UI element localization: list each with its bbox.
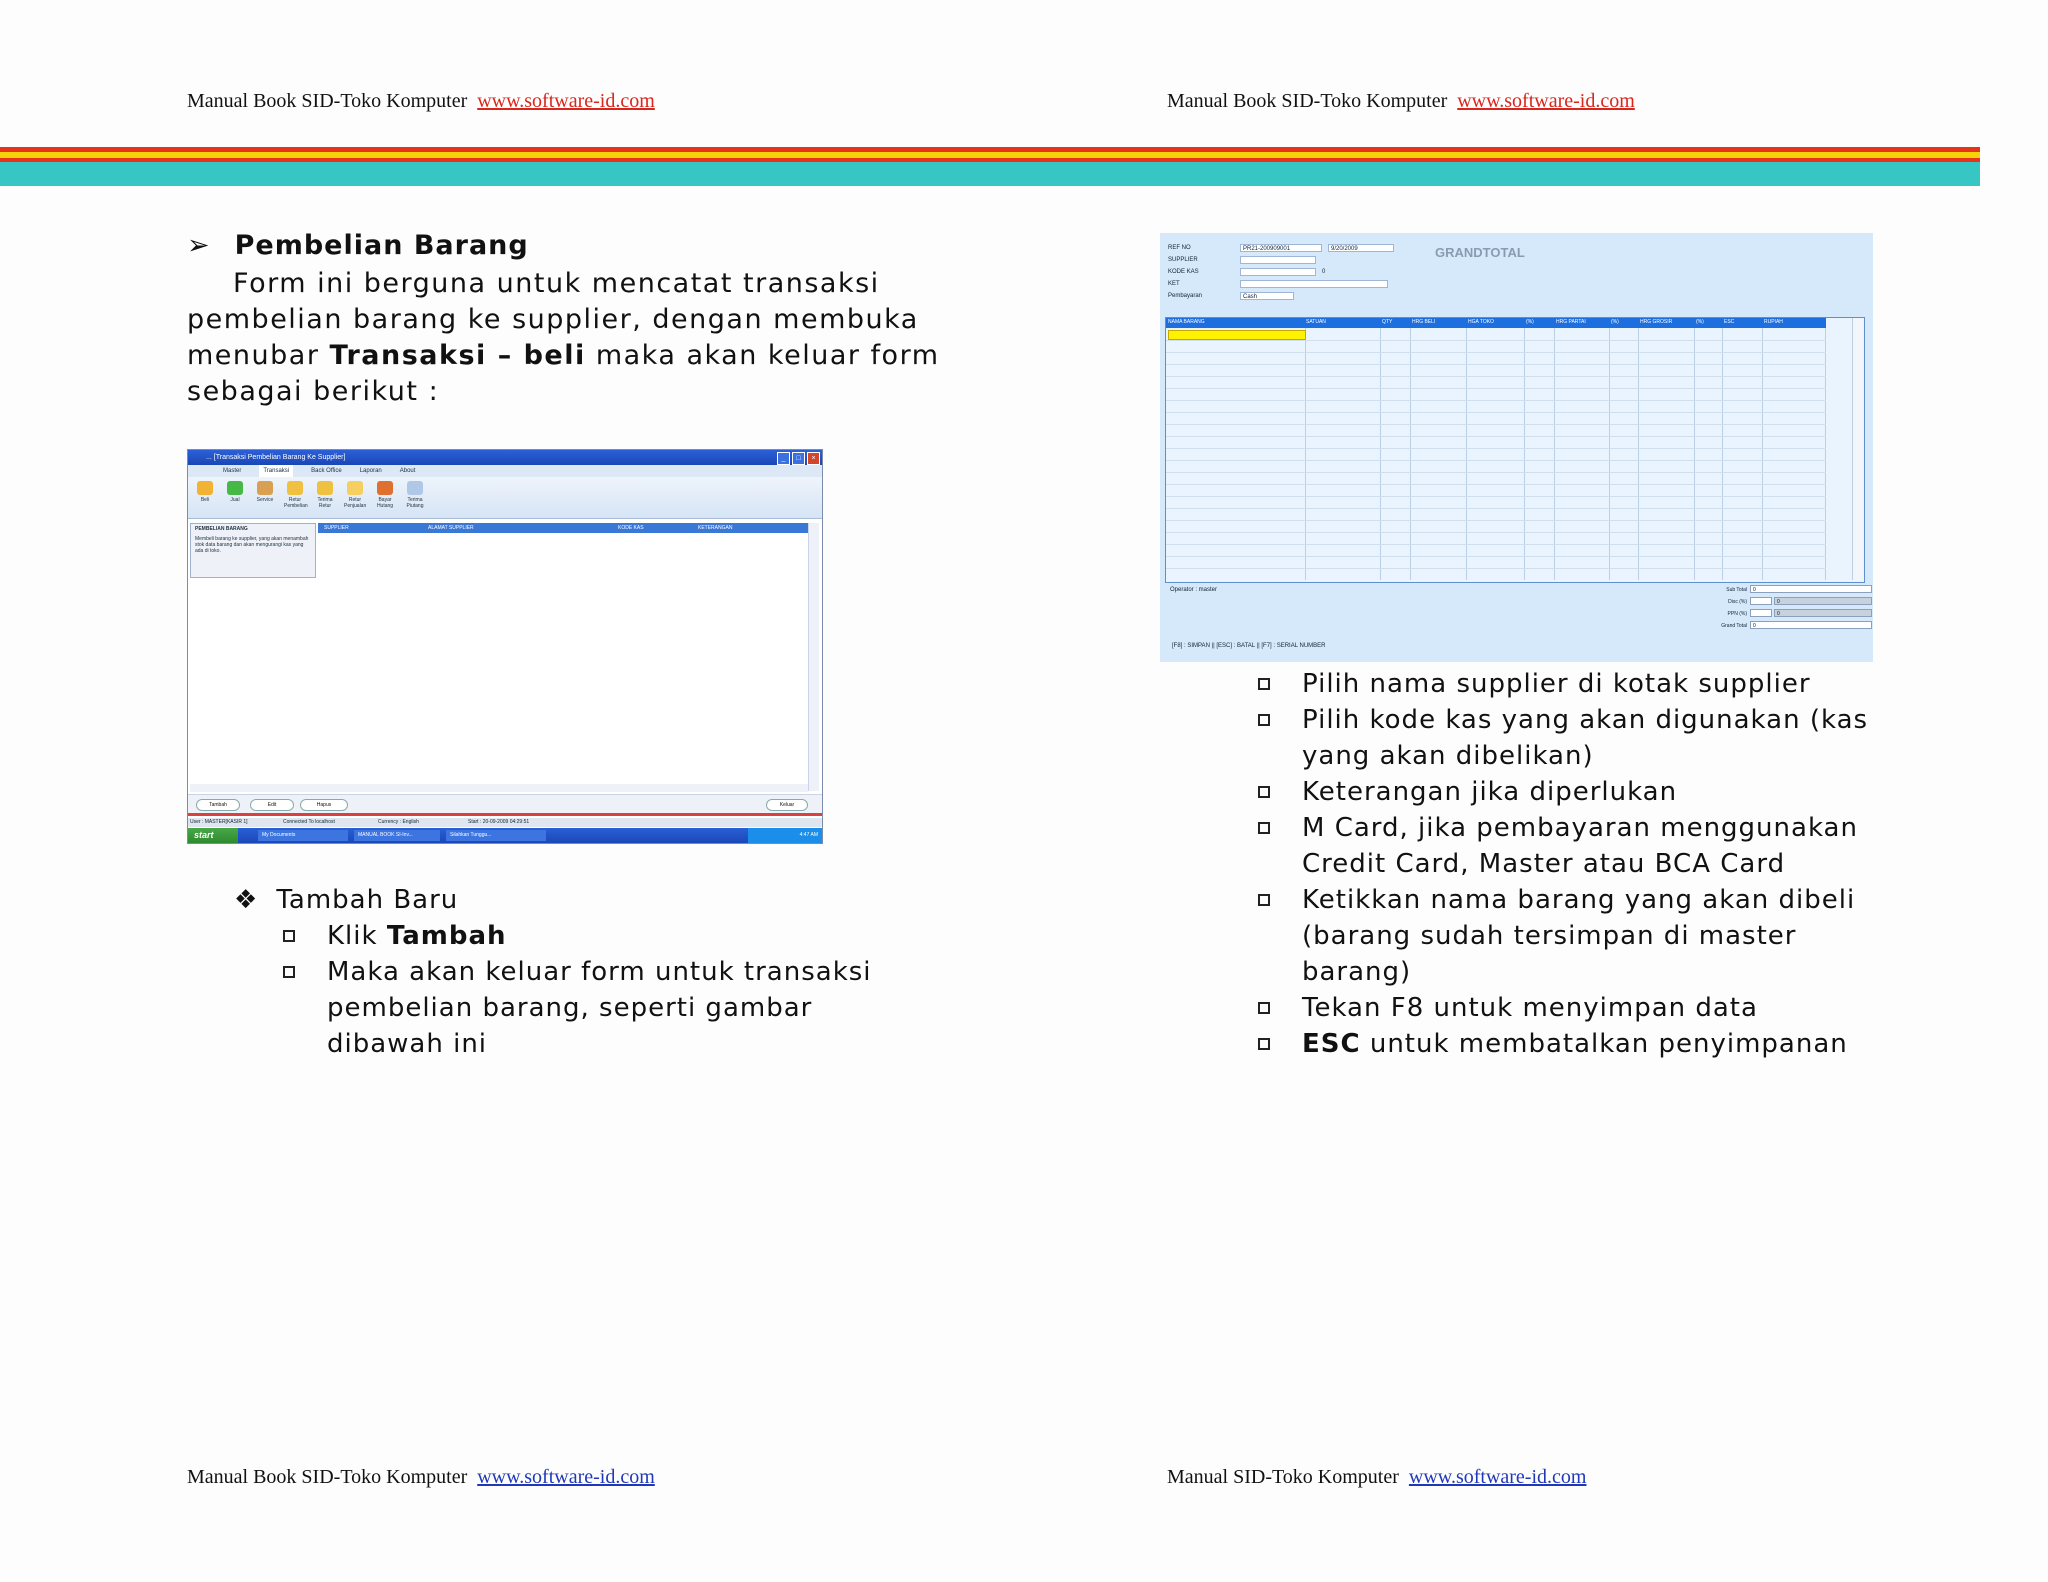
ribbon-beli[interactable]: Beli xyxy=(194,481,216,514)
task-manual-book[interactable]: MANUAL BOOK SI-Inv... xyxy=(354,830,440,841)
header-right: Manual Book SID-Toko Komputer www.software-id.com xyxy=(1167,90,1635,112)
tambah-baru-heading: ❖ Tambah Baru xyxy=(234,885,459,915)
tab-back-office[interactable]: Back Office xyxy=(311,468,342,474)
grid-header: SUPPLIER ALAMAT SUPPLIER KODE KAS KETERANGAN xyxy=(318,523,808,533)
right-bullet-7: ESC untuk membatalkan penyimpanan xyxy=(1258,1026,1848,1062)
header-left-link[interactable]: www.software-id.com xyxy=(477,90,655,112)
footer-right-link[interactable]: www.software-id.com xyxy=(1408,1466,1587,1488)
tab-master[interactable]: Master xyxy=(223,468,242,474)
active-cell[interactable] xyxy=(1168,330,1306,340)
footer-right: Manual SID-Toko Komputer www.software-id.com xyxy=(1167,1466,1587,1488)
item-grid xyxy=(1165,317,1865,583)
ribbon-retur-pembelian[interactable]: Retur Pembelian xyxy=(284,481,306,514)
side-panel: PEMBELIAN BARANG Membeli barang ke supplier, yang akan menambah stok data barang dan akan mengurangi kas yang ada di toko. xyxy=(190,523,316,578)
keluar-button[interactable]: Keluar xyxy=(766,799,808,811)
checkbox-bullet-icon xyxy=(1258,822,1270,834)
right-bullet-3: Keterangan jika diperlukan xyxy=(1258,774,1677,810)
task-silahkan-tunggu[interactable]: Silahkan Tunggu... xyxy=(446,830,546,841)
ribbon-terima-retur[interactable]: Terima Retur xyxy=(314,481,336,514)
tambah-item-2: Maka akan keluar form untuk transaksi pembelian barang, seperti gambar dibawah ini xyxy=(283,954,872,1062)
menu-tabs xyxy=(188,465,822,477)
grandtotal-label: GRANDTOTAL xyxy=(1435,245,1525,260)
tambah-item-1: Klik Tambah xyxy=(283,918,507,954)
ribbon-service[interactable]: Service xyxy=(254,481,276,514)
tab-about[interactable]: About xyxy=(399,468,416,474)
checkbox-bullet-icon xyxy=(1258,678,1270,690)
hotkeys-hint: [F8] : SIMPAN || [ESC] : BATAL || [F7] : SERIAL NUMBER xyxy=(1172,643,1326,649)
checkbox-bullet-icon xyxy=(1258,894,1270,906)
minimize-icon[interactable]: _ xyxy=(777,452,790,465)
checkbox-bullet-icon xyxy=(283,966,295,978)
kode-kas-field[interactable] xyxy=(1240,268,1316,276)
operator-label: Operator : master xyxy=(1170,587,1218,593)
header-left: Manual Book SID-Toko Komputer www.software-id.com xyxy=(187,90,655,112)
supplier-field[interactable] xyxy=(1240,256,1316,264)
ket-field[interactable] xyxy=(1240,280,1388,288)
ribbon-retur-penjualan[interactable]: Retur Penjualan xyxy=(344,481,366,514)
screenshot-pembelian-form: REF NO SUPPLIER KODE KAS KET Pembayaran PR21-200909001 9/20/2009 0 Cash GRANDTOTAL NAMA BARANG SATUAN QTY HRG BELI HGA TOKO (%) HRG PARTAI (%) HRG GROSIR (%) ESC RUPIAH Operator : master Sub Total 0 Disc (%) 0 PPN (%) 0 Grand Total 0 [F8] : SIMPAN || [ESC] : BATAL || [F7] : SERIAL NUMBER xyxy=(1160,233,1873,662)
disc-value-field: 0 xyxy=(1774,597,1872,605)
red-divider xyxy=(188,813,822,816)
task-my-documents[interactable]: My Documents xyxy=(258,830,348,841)
section-paragraph: Form ini berguna untuk mencatat transaksi pembelian barang ke supplier, dengan membuka menubar Transaksi – beli maka akan keluar form sebagai berikut : xyxy=(187,268,940,407)
edit-button[interactable]: Edit xyxy=(250,799,294,811)
ribbon-terima-piutang[interactable]: Terima Piutang xyxy=(404,481,426,514)
footer-left: Manual Book SID-Toko Komputer www.software-id.com xyxy=(187,1466,655,1488)
pembayaran-select[interactable]: Cash xyxy=(1240,292,1294,300)
status-bar: User : MASTER[KASIR 1] Connected To localhost Currency : English Start : 20-09-2009 04:29:51 xyxy=(188,818,822,827)
horizontal-scrollbar[interactable] xyxy=(190,784,808,792)
grand-total-field: 0 xyxy=(1750,621,1872,629)
tambah-button[interactable]: Tambah xyxy=(196,799,240,811)
checkbox-bullet-icon xyxy=(1258,714,1270,726)
ribbon xyxy=(188,477,822,519)
right-bullet-4: M Card, jika pembayaran menggunakan Credit Card, Master atau BCA Card xyxy=(1258,810,1858,882)
button-bar xyxy=(188,794,822,813)
window-title-bar: ... [Transaksi Pembelian Barang Ke Supplier] _ □ × xyxy=(188,450,822,465)
ppn-value-field: 0 xyxy=(1774,609,1872,617)
start-button[interactable]: start xyxy=(188,828,238,843)
ribbon-bayar-hutang[interactable]: Bayar Hutang xyxy=(374,481,396,514)
checkbox-bullet-icon xyxy=(283,930,295,942)
date-picker[interactable]: 9/20/2009 xyxy=(1328,244,1394,252)
tab-laporan[interactable]: Laporan xyxy=(359,468,382,474)
ref-no-field[interactable]: PR21-200909001 xyxy=(1240,244,1322,252)
close-icon[interactable]: × xyxy=(807,452,820,465)
tab-transaksi[interactable]: Transaksi xyxy=(259,465,293,477)
checkbox-bullet-icon xyxy=(1258,1002,1270,1014)
checkbox-bullet-icon xyxy=(1258,1038,1270,1050)
right-bullet-1: Pilih nama supplier di kotak supplier xyxy=(1258,666,1811,702)
grid-scrollbar[interactable] xyxy=(1852,318,1863,580)
item-grid-header: NAMA BARANG SATUAN QTY HRG BELI HGA TOKO (%) HRG PARTAI (%) HRG GROSIR (%) ESC RUPIAH xyxy=(1166,318,1826,328)
vertical-scrollbar[interactable] xyxy=(808,523,819,791)
hapus-button[interactable]: Hapus xyxy=(300,799,348,811)
screenshot-pembelian-list xyxy=(187,449,823,844)
disc-percent-field[interactable] xyxy=(1750,597,1772,605)
section-heading: ➢ Pembelian Barang xyxy=(187,230,529,261)
right-bullet-6: Tekan F8 untuk menyimpan data xyxy=(1258,990,1758,1026)
taskbar xyxy=(188,828,822,843)
sub-total-field[interactable]: 0 xyxy=(1750,585,1872,593)
maximize-icon[interactable]: □ xyxy=(792,452,805,465)
header-right-link[interactable]: www.software-id.com xyxy=(1457,90,1635,112)
right-bullet-5: Ketikkan nama barang yang akan dibeli (barang sudah tersimpan di master barang) xyxy=(1258,882,1855,990)
checkbox-bullet-icon xyxy=(1258,786,1270,798)
footer-left-link[interactable]: www.software-id.com xyxy=(477,1466,655,1488)
system-tray: 4:47 AM xyxy=(748,828,822,843)
ribbon-jual[interactable]: Jual xyxy=(224,481,246,514)
stripe-teal xyxy=(0,162,1980,186)
right-bullet-2: Pilih kode kas yang akan digunakan (kas yang akan dibelikan) xyxy=(1258,702,1868,774)
ppn-percent-field[interactable] xyxy=(1750,609,1772,617)
